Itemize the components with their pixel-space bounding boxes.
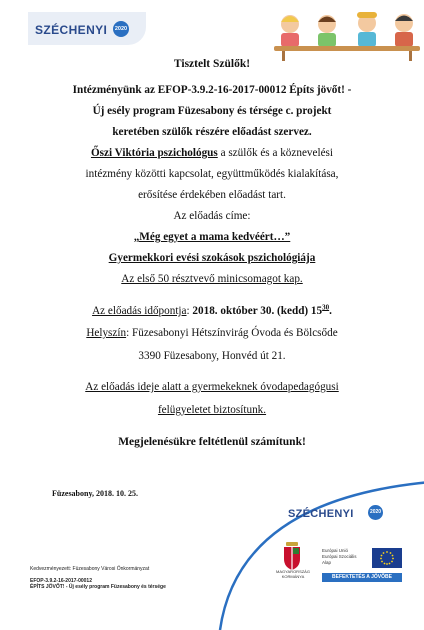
eu-line-2: Európai Szociális [322, 554, 357, 559]
care-line-2: felügyeletet biztosítunk. [157, 404, 267, 416]
project-code: EFOP-3.9.2-16-2017-00012 [30, 578, 92, 584]
beneficiary: Kedvezményezett: Füzesabony Városi Önkormányzat [30, 566, 150, 572]
hungary-crest-icon [276, 541, 308, 571]
gift-note: Az első 50 résztvevő minicsomagot kap. [121, 273, 303, 285]
child-3 [357, 12, 377, 47]
speaker-name: Őszi Viktória pszichológus [90, 147, 218, 159]
child-4 [395, 14, 413, 47]
title-label: Az előadás címe: [173, 210, 251, 222]
szechenyi-logo-bottom [288, 504, 408, 528]
purpose-line-2: intézmény közötti kapcsolat, együttműködés kialakítása, [85, 168, 339, 180]
intro-line-3: keretében szülők részére előadást szervez. [112, 126, 312, 138]
time-value: 2018. október 30. (kedd) 15 [192, 305, 323, 317]
eu-slogan-bar: BEFEKTETÉS A JÖVŐBE [322, 573, 402, 582]
greeting: Tisztelt Szülők! [173, 58, 251, 70]
project-name: ÉPÍTS JÖVŐT! - Új esély program Füzesabony és térsége [30, 584, 166, 590]
care-line-1: Az előadás ideje alatt a gyermekeknek óvodapedagógusi [85, 381, 339, 393]
time-end: . [329, 305, 332, 317]
eu-text [322, 548, 357, 566]
time-line [40, 305, 384, 317]
intro-line-1: Intézményünk az EFOP-3.9.2-16-2017-00012 Építs jövőt! - [72, 84, 352, 96]
government-line-1: MAGYARORSZÁG [276, 569, 310, 574]
place-label: Helyszín [86, 327, 127, 339]
time-label: Az előadás időpontja [92, 305, 187, 317]
speaker-line [40, 147, 384, 159]
address: 3390 Füzesabony, Honvéd út 21. [138, 350, 286, 362]
children-illustration [272, 6, 422, 62]
letter-date: Füzesabony, 2018. 10. 25. [52, 489, 139, 498]
time-colon: : [186, 305, 193, 317]
child-1 [281, 15, 299, 47]
child-2 [318, 15, 336, 47]
closing: Megjelenésükre feltétlenül számítunk! [118, 436, 306, 448]
logo-badge: 2020 [368, 505, 383, 520]
place-line [40, 327, 384, 339]
logo-text: SZÉCHENYI [288, 508, 354, 520]
szechenyi-logo-top [28, 12, 148, 46]
eu-line-3: Alap [322, 560, 332, 565]
eu-flag-icon [372, 548, 402, 568]
lecture-subtitle: Gyermekkori evési szokások pszichológiája [108, 252, 316, 264]
eu-line-1: Európai Unió [322, 548, 349, 553]
lecture-title: „Még egyet a mama kedvéért…” [133, 231, 291, 243]
purpose-line-3: erősítése érdekében előadást tart. [138, 189, 286, 201]
time-minutes: 30 [322, 303, 330, 312]
place-value: : Füzesabonyi Hétszínvirág Óvoda és Bölcsőde [126, 327, 338, 339]
speaker-rest: a szülők és a köznevelési [217, 147, 334, 159]
logo-text: SZÉCHENYI [35, 23, 108, 37]
intro-line-2: Új esély program Füzesabony és térsége c. projekt [92, 105, 332, 117]
government-line-2: KORMÁNYA [281, 574, 305, 579]
logo-badge: 2020 [113, 21, 129, 37]
government-label [268, 569, 318, 579]
